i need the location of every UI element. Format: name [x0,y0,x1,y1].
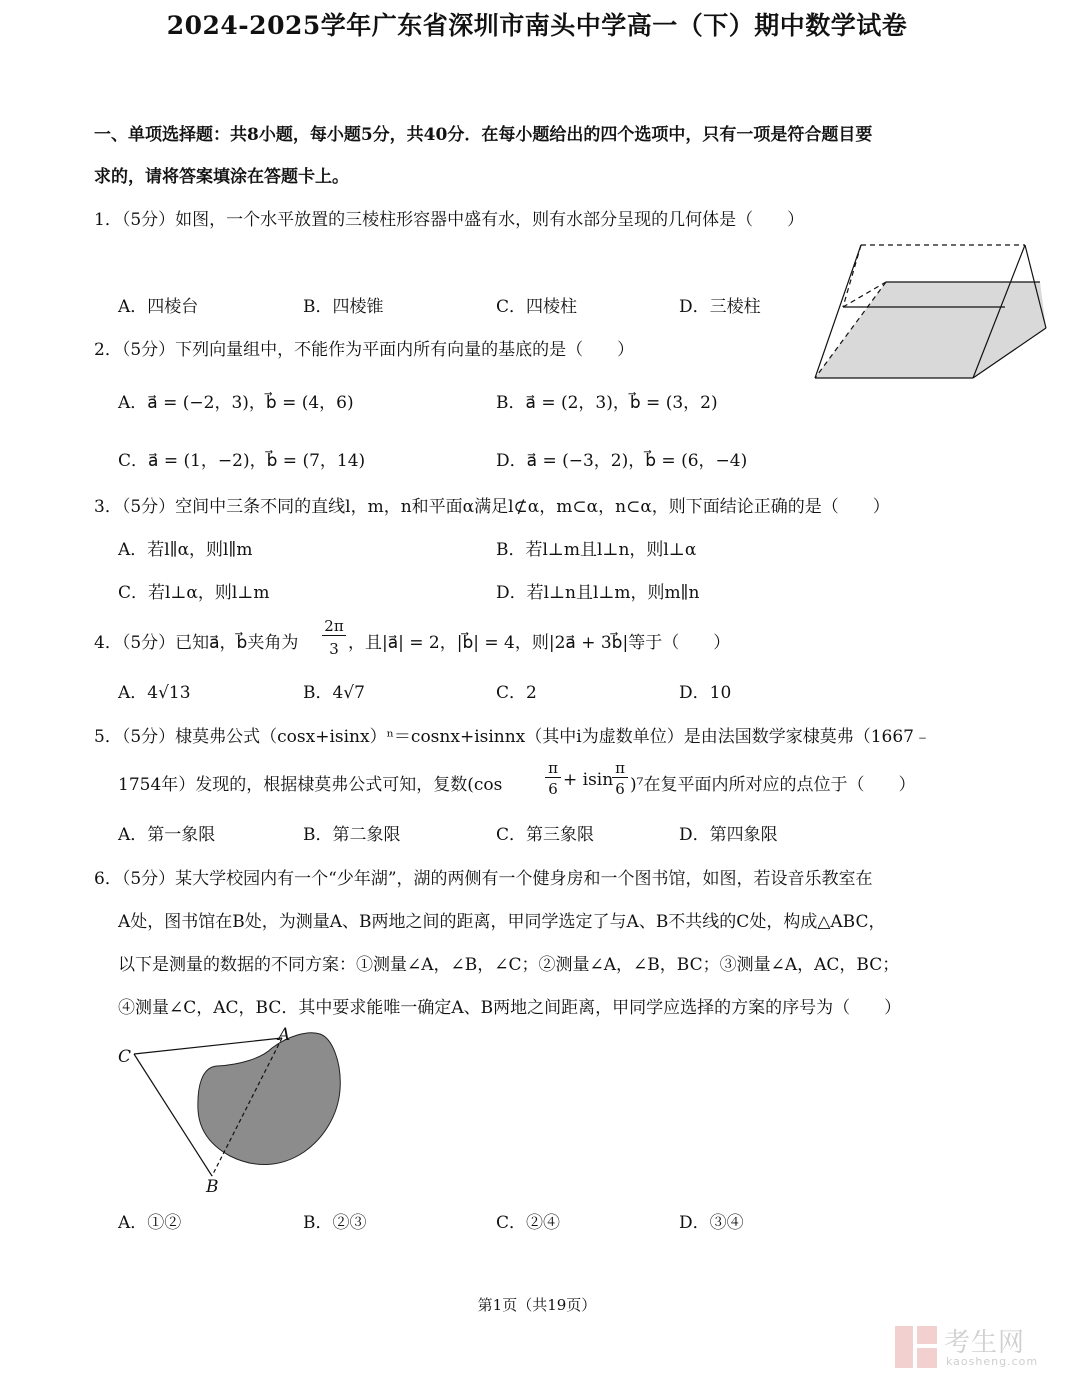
section-heading-line1: 一、单项选择题：共8小题，每小题5分，共40分．在每小题给出的四个选项中，只有一项是符合题目要 [94,125,873,145]
q1-option-a: A．四棱台 [118,297,199,317]
q5-line2-part1: 1754年）发现的，根据棣莫弗公式可知，复数(cos [118,775,503,795]
q4-option-a: A．4√13 [118,683,191,703]
q5-option-d: D．第四象限 [679,825,778,845]
q4-stem-part2: ，且|a⃗| = 2，|b⃗| = 4，则|2a⃗ + 3b⃗|等于（ ） [348,633,731,653]
q5-frac2-numerator: π [612,760,628,778]
q6-option-b: B．②③ [303,1213,367,1233]
q2-option-d: D．a⃗ = (−3，2)，b⃗ = (6，−4) [496,451,748,471]
q6-option-a: A．①② [118,1213,182,1233]
q6-line1: 6．（5分）某大学校园内有一个“少年湖”，湖的两侧有一个健身房和一个图书馆，如图，若设音乐教室在 [94,869,873,889]
q5-line2-part2: )⁷在复平面内所对应的点位于（ ） [630,775,916,795]
watermark-site: kaosheng.com [946,1355,1039,1368]
q2-option-a: A．a⃗ = (−2，3)，b⃗ = (4，6) [118,393,354,413]
q2-option-c: C．a⃗ = (1，−2)，b⃗ = (7，14) [118,451,366,471]
q4-option-c: C．2 [496,683,537,703]
q3-option-a: A．若l∥α，则l∥m [118,540,253,560]
q5-frac1-denominator: 6 [548,780,558,798]
q5-option-a: A．第一象限 [118,825,216,845]
lake-shape [198,1033,340,1165]
point-a-label: A [278,1025,291,1045]
q6-option-d: D．③④ [679,1213,744,1233]
q4-fraction-denominator: 3 [329,640,339,658]
q3-option-b: B．若l⊥m且l⊥n，则l⊥α [496,540,697,560]
q6-option-c: C．②④ [496,1213,561,1233]
q3-stem: 3．（5分）空间中三条不同的直线l，m，n和平面α满足l⊄α，m⊂α，n⊂α，则下面结论正确的是（ ） [94,497,890,517]
q1-option-b: B．四棱锥 [303,297,384,317]
water-region [815,282,1046,378]
q5-frac2-denominator: 6 [615,780,625,798]
q4-option-d: D．10 [679,683,732,703]
prism-figure [810,240,1050,385]
q5-line2-middle: + isin [563,770,614,790]
lake-figure [112,1020,352,1200]
page-title: 2024-2025学年广东省深圳市南头中学高一（下）期中数学试卷 [166,11,908,40]
page-footer: 第1页（共19页） [477,1296,597,1314]
point-c-label: C [118,1047,132,1067]
q1-option-c: C．四棱柱 [496,297,578,317]
q5-line1: 5．（5分）棣莫弗公式（cosx+isinx）ⁿ＝cosnx+isinnx（其中i为虚数单位）是由法国数学家棣莫弗（1667﹣ [94,727,931,747]
q1-option-d: D．三棱柱 [679,297,761,317]
q5-option-b: B．第二象限 [303,825,401,845]
q1-stem: 1．（5分）如图，一个水平放置的三棱柱形容器中盛有水，则有水部分呈现的几何体是（ ） [94,210,805,230]
q2-stem: 2．（5分）下列向量组中，不能作为平面内所有向量的基底的是（ ） [94,340,635,360]
q3-option-d: D．若l⊥n且l⊥m，则m∥n [496,583,700,603]
watermark-name: 考生网 [944,1328,1026,1358]
q4-option-b: B．4√7 [303,683,365,703]
q6-line2: A处，图书馆在B处，为测量A、B两地之间的距离，甲同学选定了与A、B不共线的C处，构成△ABC， [118,912,886,932]
q5-option-c: C．第三象限 [496,825,595,845]
q4-stem-part1: 4．（5分）已知a⃗，b⃗夹角为 [94,633,299,653]
point-b-label: B [206,1177,219,1197]
q6-line4: ④测量∠C，AC，BC．其中要求能唯一确定A、B两地之间距离，甲同学应选择的方案的序号为（ ） [118,998,902,1018]
q2-option-b: B．a⃗ = (2，3)，b⃗ = (3，2) [496,393,718,413]
watermark-logo-icon [893,1324,939,1370]
q6-line3: 以下是测量的数据的不同方案：①测量∠A，∠B，∠C；②测量∠A，∠B，BC；③测量∠A，AC，BC； [118,955,900,975]
q4-fraction-numerator: 2π [322,617,346,636]
q3-option-c: C．若l⊥α，则l⊥m [118,583,270,603]
section-heading-line2: 求的，请将答案填涂在答题卡上。 [94,167,349,187]
q5-frac1-numerator: π [545,760,561,778]
